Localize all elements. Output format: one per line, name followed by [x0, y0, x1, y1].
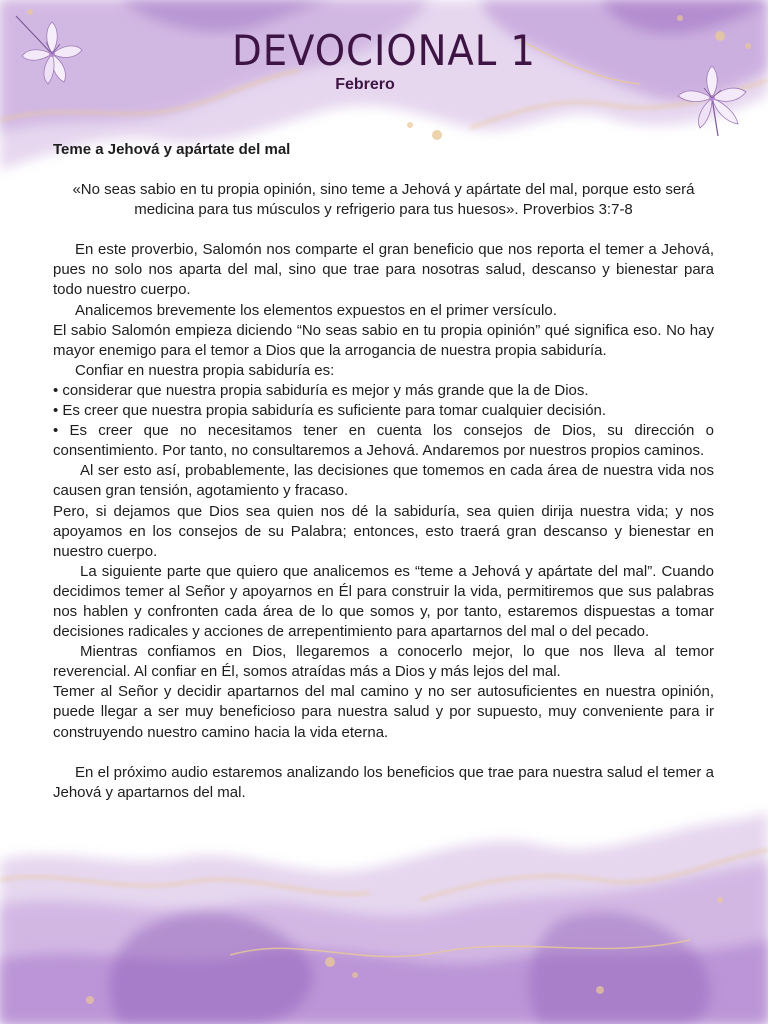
- paragraph-analysis: Analicemos brevemente los elementos expuestos en el primer versículo.: [75, 301, 557, 319]
- page-subtitle: Febrero: [335, 76, 395, 93]
- paragraph-god-wisdom: Pero, si dejamos que Dios sea quien nos dé la sabiduría, sea quien dirija nuestra vida; y nos apoyamos en los consejos de su Palabra; entonces, esto traerá gran descanso y bienestar en nuestro cuerpo.: [53, 502, 714, 560]
- paragraph-trust-god: Mientras confiamos en Dios, llegaremos a conocerlo mejor, lo que nos lleva al temor reverencial. Al confiar en Él, somos atraídas más a Dios y más lejos del mal.: [53, 643, 714, 681]
- paragraph-wise-salomon: El sabio Salomón empieza diciendo “No seas sabio en tu propia opinión” qué significa eso. No hay mayor enemigo para el temor a Dios que la arrogancia de nuestra propia sabiduría.: [53, 321, 714, 359]
- paragraph-benefit: Temer al Señor y decidir apartarnos del mal camino y no ser autosuficientes en nuestra opinión, puede llegar a ser muy beneficioso para nuestra salud y por supuesto, muy conveniente para ir construyendo nuestro camino hacia la vida eterna.: [53, 683, 714, 741]
- bullet-item: • considerar que nuestra propia sabiduría es mejor y más grande que la de Dios.: [53, 381, 589, 399]
- paragraph-confiar: Confiar en nuestra propia sabiduría es:: [75, 361, 335, 379]
- paragraph-consequences: Al ser esto así, probablemente, las decisiones que tomemos en cada área de nuestra vida nos causen gran tensión, agotamiento y fracaso.: [53, 462, 714, 500]
- bible-verse: «No seas sabio en tu propia opinión, sino teme a Jehová y apártate del mal, porque esto será medicina para tus músculos y refrigerio para tus huesos». Proverbios 3:7-8: [72, 181, 695, 219]
- bullet-item: • Es creer que nuestra propia sabiduría es suficiente para tomar cualquier decisión.: [53, 402, 607, 420]
- bullet-item: • Es creer que no necesitamos tener en cuenta los consejos de Dios, su dirección o consentimiento. Por tanto, no consultaremos a Jehová. Andaremos por nuestros propios caminos.: [53, 422, 714, 460]
- page-title: DEVOCIONAL 1: [232, 26, 536, 75]
- devotional-body: [53, 140, 714, 803]
- bottom-watercolor-wash: [0, 812, 768, 1024]
- paragraph-next-audio: En el próximo audio estaremos analizando los beneficios que trae para nuestra salud el temer a Jehová y apartarnos del mal.: [53, 763, 714, 801]
- devotional-heading: Teme a Jehová y apártate del mal: [53, 141, 291, 158]
- paragraph-intro: En este proverbio, Salomón nos comparte el gran beneficio que nos reporta el temer a Jehová, pues no solo nos aparta del mal, sino que trae para nosotras salud, descanso y bienestar para todo nuestro cuerpo.: [53, 241, 714, 299]
- paragraph-fear-lord: La siguiente parte que quiero que analicemos es “teme a Jehová y apártate del mal”. Cuando decidimos temer al Señor y apoyarnos en Él para construir la vida, permitiremos que sus palabras nos hablen y confronten cada área de lo que somos y, por tanto, estaremos dispuestas a tomar decisiones radicales y acciones de arrepentimiento para apartarnos del mal o del pecado.: [53, 562, 714, 641]
